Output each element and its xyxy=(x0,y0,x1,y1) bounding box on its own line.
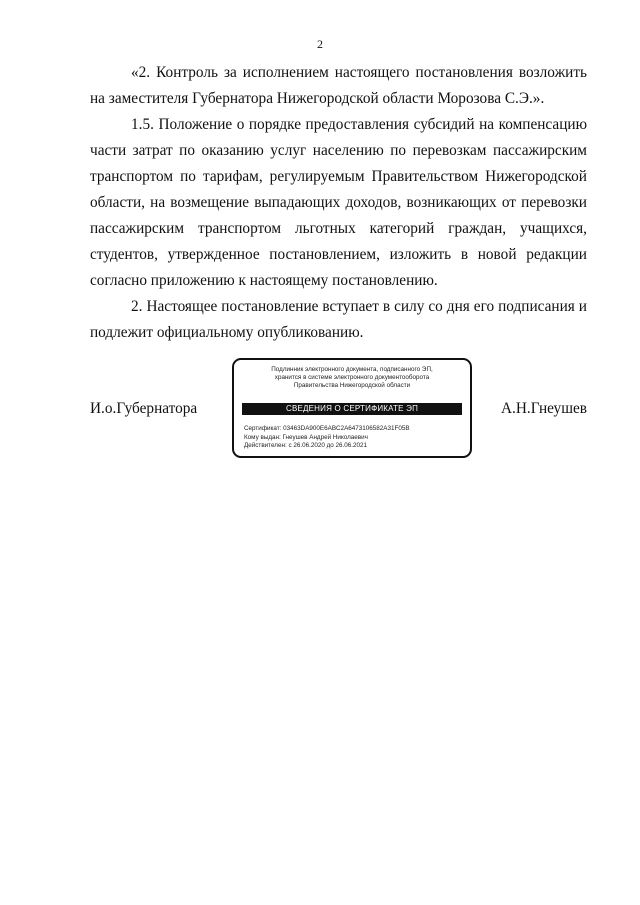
stamp-notice-line: Подлинник электронного документа, подписанного ЭП, xyxy=(271,366,433,373)
electronic-signature-stamp xyxy=(232,358,472,458)
signatory-name: А.Н.Гнеушев xyxy=(500,400,587,417)
signatory-title: И.о.Губернатора xyxy=(90,400,198,417)
document-body xyxy=(90,60,587,346)
paragraph-effective-date: 2. Настоящее постановление вступает в силу со дня его подписания и подлежит официальному опубликованию. xyxy=(90,298,587,341)
certificate-number: Сертификат: 03463DA900E6ABC2A6473106582A31F05B xyxy=(244,425,410,432)
stamp-notice xyxy=(234,366,470,390)
stamp-details xyxy=(244,425,410,451)
stamp-notice-line: Правительства Нижегородской области xyxy=(293,382,411,389)
paragraph-regulation-amendment: 1.5. Положение о порядке предоставления субсидий на компенсацию части затрат по оказанию услуг населению по перевозкам пассажирским транспортом по тарифам, регулируемым Правительством Нижегородской области, на возмещение выпадающих доходов, возникающих от перевозки пассажирским транспортом льготных категорий граждан, учащихся, студентов, утвержденное постановлением, изложить в новой редакции согласно приложению к настоящему постановлению. xyxy=(90,116,587,289)
stamp-header: СВЕДЕНИЯ О СЕРТИФИКАТЕ ЭП xyxy=(242,403,462,415)
page-number: 2 xyxy=(317,37,323,51)
certificate-validity: Действителен: с 26.06.2020 до 26.06.2021 xyxy=(244,442,368,449)
certificate-owner: Кому выдан: Гнеушев Андрей Николаевич xyxy=(244,433,368,441)
paragraph-control-clause: «2. Контроль за исполнением настоящего постановления возложить на заместителя Губернатора Нижегородской области Морозова С.Э.». xyxy=(90,64,587,107)
stamp-notice-line: хранится в системе электронного документооборота xyxy=(274,374,430,381)
